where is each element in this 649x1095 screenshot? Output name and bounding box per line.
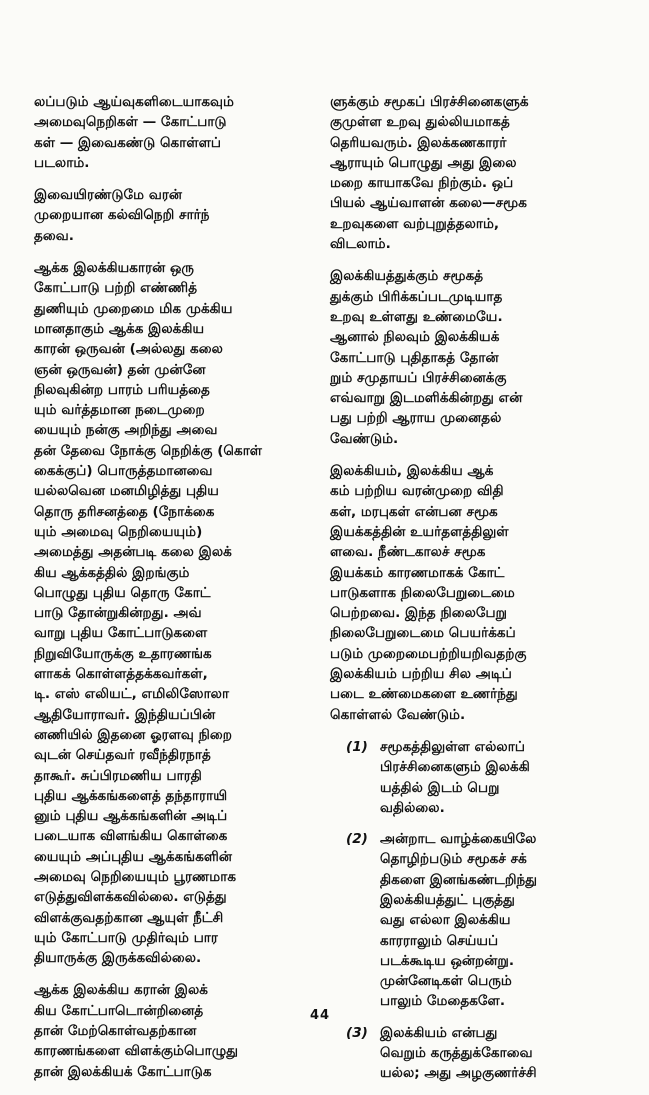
- list-item: [330, 829, 622, 1012]
- list-item-text: இலக்கியம் என்பது வெறும் கருத்துக்கோவை யல்ல; அது அழகுணர்ச்சி: [380, 1024, 537, 1082]
- paragraph: இலக்கியத்துக்கும் சமூகத் துக்கும் பிரிக்கப்படமுடியாத உறவு உள்ளது உண்மையே. ஆனால் நிலவும் இலக்கியக் கோட்பாடு புதிதாகத் தோன் றும் சமுதாயப் பிரச்சினைக்கு எவ்வாறு இடமளிக்கின்றது என் பது பற்றி ஆராய முனைதல் வேண்டும்.: [330, 268, 523, 447]
- paragraph: ளுக்கும் சமூகப் பிரச்சினைகளுக் குமுள்ள உறவு துல்லியமாகத் தெரியவரும். இலக்கணகாரர் ஆராயும் பொழுது அது இலை மறை காயாகவே நிற்கும். ஒப் பியல் ஆய்வாளன் கலை—சமூக உறவுகளை வற்புறுத்தலாம், விடலாம்.: [330, 94, 529, 253]
- list-item-text: அன்றாட வாழ்க்கையிலே தொழிற்படும் சமூகச் சக் திகளை இனங்கண்டறிந்து இலக்கியத்துட் புகுத்து வது எல்லா இலக்கிய காரராலும் செய்யப் படக்கூடிய ஒன்றன்று. முன்னேடிகள் பெரும் பாலும் மேதைகளே.: [380, 831, 538, 1010]
- list-item-number: (3): [346, 1024, 368, 1041]
- page-number: 44: [310, 1008, 331, 1023]
- list-item: [330, 737, 622, 818]
- left-column: [34, 92, 316, 1094]
- list-item-text: சமூகத்திலுள்ள எல்லாப் பிரச்சினைகளும் இலக்கி யத்தில் இடம் பெறு வதில்லை.: [380, 738, 530, 816]
- right-column: [330, 92, 622, 1095]
- numbered-list: [330, 737, 622, 1084]
- paragraph: லப்படும் ஆய்வுகளிடையாகவும் அமைவுநெறிகள் — கோட்பாடு கள் — இவைகண்டு கொள்ளப் படலாம்.: [34, 94, 234, 171]
- list-item: [330, 1023, 622, 1084]
- paragraph: இலக்கியம், இலக்கிய ஆக் கம் பற்றிய வரன்முறை விதி கள், மரபுகள் என்பன சமூக இயக்கத்தின் உயர்தளத்திலுள் ளவை. நீண்டகாலச் சமூக இயக்கம் காரணமாகக் கோட் பாடுகளாக நிலைபேறுடைமை பெற்றவை. இந்த நிலைபேறு நிலைபேறுடைமை பெயர்க்கப் படும் முறைமைபற்றியறிவதற்கு இலக்கியம் பற்றிய சில அடிப் படை உண்மைகளை உணர்ந்து கொள்ளல் வேண்டும்.: [330, 463, 527, 723]
- paragraph: ஆக்க இலக்கிய கரான் இலக் கிய கோட்பாடொன்றினைத் தான் மேற்கொள்வதற்கான காரணங்களை விளக்கும்பொழுது தான் இலக்கியக் கோட்பாடுக: [34, 982, 239, 1080]
- paragraph: ஆக்க இலக்கியகாரன் ஒரு கோட்பாடு பற்றி எண்ணித் துணியும் முறைமை மிக முக்கிய மானதாகும் ஆக்க இலக்கிய காரன் ஒருவன் (அல்லது கலை ஞன் ஒருவன்) தன் முன்னே நிலவுகின்ற பாரம் பரியத்தை யும் வர்த்தமான நடைமுறை யையும் நன்கு அறிந்து அவை தன் தேவை நோக்கு நெறிக்கு (கொள் கைக்குப்) பொருத்தமானவை யல்லவென மனமிழித்து புதிய தொரு தரிசனத்தை (நோக்கை யும் அமைவு நெறியையும்) அமைத்து அதன்படி கலை இலக் கிய ஆக்கத்தில் இறங்கும் பொழுது புதிய தொரு கோட் பாடு தோன்றுகின்றது. அவ் வாறு புதிய கோட்பாடுகளை நிறுவியோருக்கு உதாரணங்க ளாகக் கொள்ளத்தக்கவர்கள், டி. எஸ் எலியட், எமிலிஸோலா ஆதியோராவர். இந்தியப்பின் னணியில் இதனை ஓரளவு நிறை வுடன் செய்தவர் ரவீந்திரநாத் தாகூர். சுப்பிரமணிய பாரதி புதிய ஆக்கங்களைத் தந்தாராயி னும் புதிய ஆக்கங்களின் அடிப் படையாக விளங்கிய கொள்கை யையும் அப்புதிய ஆக்கங்களின் அமைவு நெறியையும் பூரணமாக எடுத்துவிளக்கவில்லை. எடுத்து விளக்குவதற்கான ஆயுள் நீட்சி யும் கோட்பாடு முதிர்வும் பார தியாருக்கு இருக்கவில்லை.: [34, 260, 263, 967]
- list-item-number: (2): [346, 831, 368, 848]
- list-item-number: (1): [346, 738, 368, 755]
- paragraph: இவையிரண்டுமே வரன் முறையான கல்விநெறி சார்ந் தவை.: [34, 187, 210, 244]
